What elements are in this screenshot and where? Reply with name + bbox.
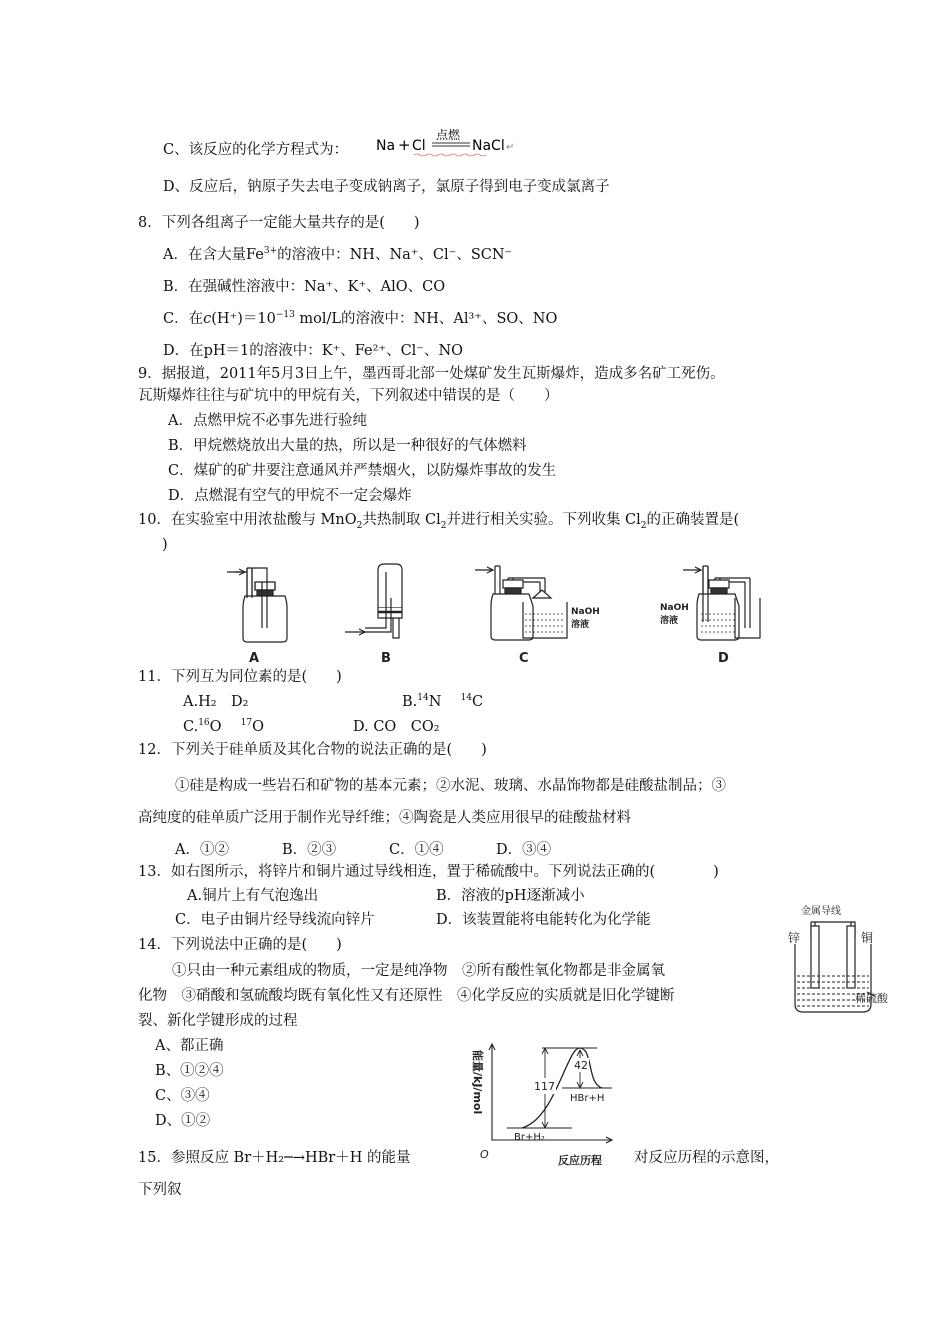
q9-option-b: B．甲烷燃烧放出大量的热，所以是一种很好的气体燃料 xyxy=(168,438,527,454)
apparatus-a xyxy=(227,568,287,642)
origin-label: O xyxy=(480,1148,489,1161)
ea-rev-label: 42 xyxy=(574,1059,588,1072)
q9-option-a: A．点燃甲烷不必事先进行验纯 xyxy=(168,413,367,429)
svg-text:↵: ↵ xyxy=(506,142,515,153)
q15-stem-post: 对反应历程的示意图， xyxy=(634,1150,779,1166)
q14-option-b: B、①②④ xyxy=(155,1063,224,1079)
q14-option-a: A、都正确 xyxy=(155,1038,224,1054)
q8-option-c: C．在$c(H^+)=10^{-13}$ mol/L的溶液中：NH、Al³⁺、SO、NO xyxy=(163,310,558,327)
y-axis-label: 能量/kJ/mol xyxy=(471,1050,484,1115)
q9-stem-line2: 瓦斯爆炸往往与矿坑中的甲烷有关，下列叙述中错误的是（ ） xyxy=(138,388,559,404)
q7-option-d: D、反应后，钠原子失去电子变成钠离子，氯原子得到电子变成氯离子 xyxy=(163,179,610,195)
zn-label: 锌 xyxy=(788,931,801,945)
label-d: D xyxy=(718,651,729,666)
label-a: A xyxy=(249,651,260,666)
apparatus-b xyxy=(345,564,402,638)
q11-option-b: B.$^{14}$N $^{14}$C xyxy=(402,693,484,710)
q14-stem: 14．下列说法中正确的是( ) xyxy=(138,937,342,953)
q8-option-d: D．在pH＝1的溶液中：K⁺、Fe²⁺、Cl⁻、NO xyxy=(163,343,464,359)
q7-option-c xyxy=(163,140,348,160)
q10-stem-line2: ) xyxy=(162,537,168,553)
q13-option-b: B．溶液的pH逐渐减小 xyxy=(436,888,585,904)
acid-label: 稀硫酸 xyxy=(855,992,888,1005)
q11-stem: 11．下列互为同位素的是( ) xyxy=(138,669,342,685)
q12-body-line2: 高纯度的硅单质广泛用于制作光导纤维；④陶瓷是人类应用很早的硅酸盐材料 xyxy=(138,810,631,826)
q11-option-c: C.$^{16}$O $^{17}$O xyxy=(183,718,264,735)
ea-label: 117 xyxy=(534,1080,555,1093)
q14-body-line3: 裂、新化学键形成的过程 xyxy=(138,1013,298,1029)
q14-body-line1: ①只由一种元素组成的物质，一定是纯净物 ②所有酸性氧化物都是非金属氧 xyxy=(172,963,665,979)
q12-option-a: A．①② xyxy=(175,842,229,858)
q14-option-d: D、①② xyxy=(155,1113,211,1129)
q11-option-a: A.H₂ D₂ xyxy=(183,694,249,710)
cu-label: 铜 xyxy=(861,931,874,945)
q8-option-a: A．在含大量$Fe^{3+}$的溶液中：NH、Na⁺、Cl⁻、SCN⁻ xyxy=(163,246,513,263)
q15-energy-diagram xyxy=(462,1040,627,1170)
q13-option-a: A.铜片上有气泡逸出 xyxy=(187,888,319,904)
q15-stem-line2: 下列叙 xyxy=(138,1182,182,1198)
naoh-label-d: NaOH xyxy=(660,603,689,613)
q12-body-line1: ①硅是构成一些岩石和矿物的基本元素；②水泥、玻璃、水晶饰物都是硅酸盐制品；③ xyxy=(175,778,726,794)
q14-option-c: C、③④ xyxy=(155,1088,210,1104)
solution-label-c: 溶液 xyxy=(571,620,590,630)
eq-product: NaCl xyxy=(472,138,505,154)
q12-stem: 12．下列关于硅单质及其化合物的说法正确的是( ) xyxy=(138,742,487,758)
eq-plus: + xyxy=(398,136,411,154)
x-axis-label: 反应历程 xyxy=(558,1154,602,1167)
reactant-label: Br+H₂ xyxy=(514,1132,545,1143)
q11-option-d: D. CO CO₂ xyxy=(353,719,440,735)
product-label: HBr+H xyxy=(570,1093,605,1104)
label-b: B xyxy=(381,651,391,666)
apparatus-d xyxy=(683,566,760,640)
naoh-label-c: NaOH xyxy=(571,607,600,617)
solution-label-d: 溶液 xyxy=(660,616,679,626)
q10-apparatus-figure xyxy=(215,558,775,668)
q7-option-c-text: C、该反应的化学方程式为： xyxy=(163,142,349,158)
q13-option-d: D．该装置能将电能转化为化学能 xyxy=(436,912,651,928)
eq-cl: Cl xyxy=(412,138,426,154)
q12-option-b: B．②③ xyxy=(282,842,337,858)
eq-na: Na xyxy=(376,138,396,154)
eq-condition: 点燃 xyxy=(436,128,461,142)
q7-equation xyxy=(374,128,524,162)
q8-option-b: B．在强碱性溶液中：Na⁺、K⁺、AlO、CO xyxy=(163,279,446,295)
q9-option-d: D．点燃混有空气的甲烷不一定会爆炸 xyxy=(168,488,412,504)
q15-stem-pre: 15．参照反应 Br＋H₂─→HBr＋H 的能量 xyxy=(138,1150,411,1166)
label-c: C xyxy=(519,651,529,666)
q10-stem-line1: 10．在实验室中用浓盐酸与 MnO$_2$共热制取 $Cl_2$并进行相关实验。下列收集 $Cl_2$的正确装置是( xyxy=(138,512,740,531)
q8-stem: 8．下列各组离子一定能大量共存的是( ) xyxy=(138,215,420,231)
apparatus-c xyxy=(475,566,567,640)
q13-stem: 13．如右图所示，将锌片和铜片通过导线相连，置于稀硫酸中。下列说法正确的( ) xyxy=(138,864,719,880)
q13-galvanic-cell-figure xyxy=(783,898,893,1023)
q12-option-d: D．③④ xyxy=(496,842,552,858)
q13-option-c: C．电子由铜片经导线流向锌片 xyxy=(175,912,375,928)
q14-body-line2: 化物 ③硝酸和氢硫酸均既有氧化性又有还原性 ④化学反应的实质就是旧化学键断 xyxy=(138,988,675,1004)
q9-option-c: C．煤矿的矿井要注意通风并严禁烟火，以防爆炸事故的发生 xyxy=(168,463,557,479)
wire-label: 金属导线 xyxy=(801,906,841,917)
q9-stem-line1: 9．据报道，2011年5月3日上午，墨西哥北部一处煤矿发生瓦斯爆炸，造成多名矿工死伤。 xyxy=(138,366,725,382)
q12-option-c: C．①④ xyxy=(389,842,444,858)
